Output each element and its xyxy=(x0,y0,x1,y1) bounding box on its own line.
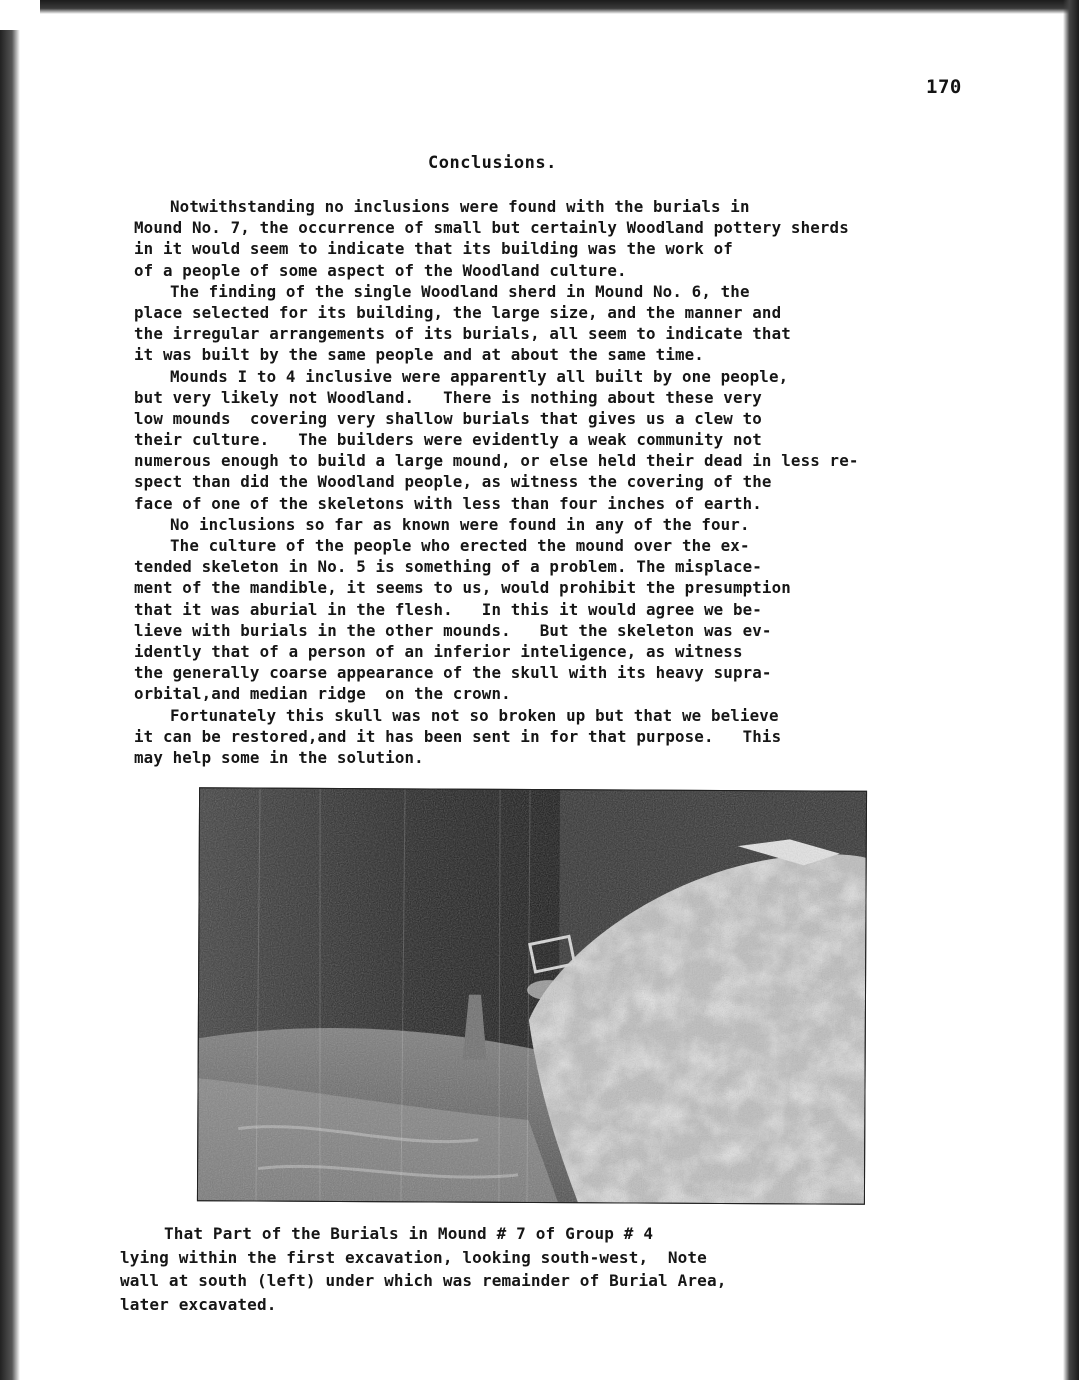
body-text-line: may help some in the solution. xyxy=(134,747,424,767)
body-text-line: but very likely not Woodland. There is nothing about these very xyxy=(134,387,762,407)
body-text-line: it can be restored,and it has been sent in for that purpose. This xyxy=(134,726,782,746)
body-text-line: Notwithstanding no inclusions were found with the burials in xyxy=(170,197,750,216)
body-text-line: Mounds I to 4 inclusive were apparently all built by one people, xyxy=(170,366,789,386)
body-text-line: the generally coarse appearance of the skull with its heavy supra- xyxy=(134,663,772,683)
body-text-line: the irregular arrangements of its burials, all seem to indicate that xyxy=(134,324,791,344)
excavation-photo xyxy=(197,787,867,1204)
body-text-line: ment of the mandible, it seems to us, would prohibit the presumption xyxy=(134,578,791,598)
body-text-line: numerous enough to build a large mound, or else held their dead in less re- xyxy=(134,451,859,471)
body-text-line: The culture of the people who erected the mound over the ex- xyxy=(170,536,750,555)
body-text-line: Fortunately this skull was not so broken up but that we believe xyxy=(170,705,779,725)
body-text-line: Mound No. 7, the occurrence of small but certainly Woodland pottery sherds xyxy=(134,218,849,238)
caption-line: later excavated. xyxy=(120,1294,277,1314)
caption-line: lying within the first excavation, looking south-west, Note xyxy=(120,1247,707,1267)
body-text-line: that it was aburial in the flesh. In this it would agree we be- xyxy=(134,599,762,619)
excavation-photo-image xyxy=(198,788,866,1203)
scan-edge-right xyxy=(1063,0,1079,1380)
body-text xyxy=(134,196,1014,768)
scan-corner xyxy=(0,0,40,30)
body-text-line: in it would seem to indicate that its building was the work of xyxy=(134,239,733,259)
body-text-line: spect than did the Woodland people, as witness the covering of the xyxy=(134,472,772,492)
body-text-line: their culture. The builders were evidently a weak community not xyxy=(134,430,762,450)
body-text-line: The finding of the single Woodland sherd in Mound No. 6, the xyxy=(170,281,750,301)
caption-line: That Part of the Burials in Mound # 7 of Group # 4 xyxy=(164,1224,654,1243)
body-text-line: face of one of the skeletons with less than four inches of earth. xyxy=(134,493,762,513)
page-number: 170 xyxy=(926,76,962,98)
caption-line: wall at south (left) under which was remainder of Burial Area, xyxy=(120,1271,727,1290)
body-text-line: low mounds covering very shallow burials that gives us a clew to xyxy=(134,408,762,428)
scan-edge-top xyxy=(28,0,1079,14)
body-text-line: orbital,and median ridge on the crown. xyxy=(134,684,511,704)
body-text-line: No inclusions so far as known were found in any of the four. xyxy=(170,514,750,534)
body-text-line: tended skeleton in No. 5 is something of a problem. The misplace- xyxy=(134,557,762,577)
body-text-line: it was built by the same people and at about the same time. xyxy=(134,345,704,365)
body-text-line: place selected for its building, the large size, and the manner and xyxy=(134,302,782,322)
scan-edge-left xyxy=(0,0,20,1380)
body-text-line: idently that of a person of an inferior inteligence, as witness xyxy=(134,641,743,661)
section-heading: Conclusions. xyxy=(428,153,557,173)
photo-caption xyxy=(120,1222,980,1316)
body-text-line: of a people of some aspect of the Woodland culture. xyxy=(134,260,627,280)
body-text-line: lieve with burials in the other mounds. But the skeleton was ev- xyxy=(134,620,772,640)
